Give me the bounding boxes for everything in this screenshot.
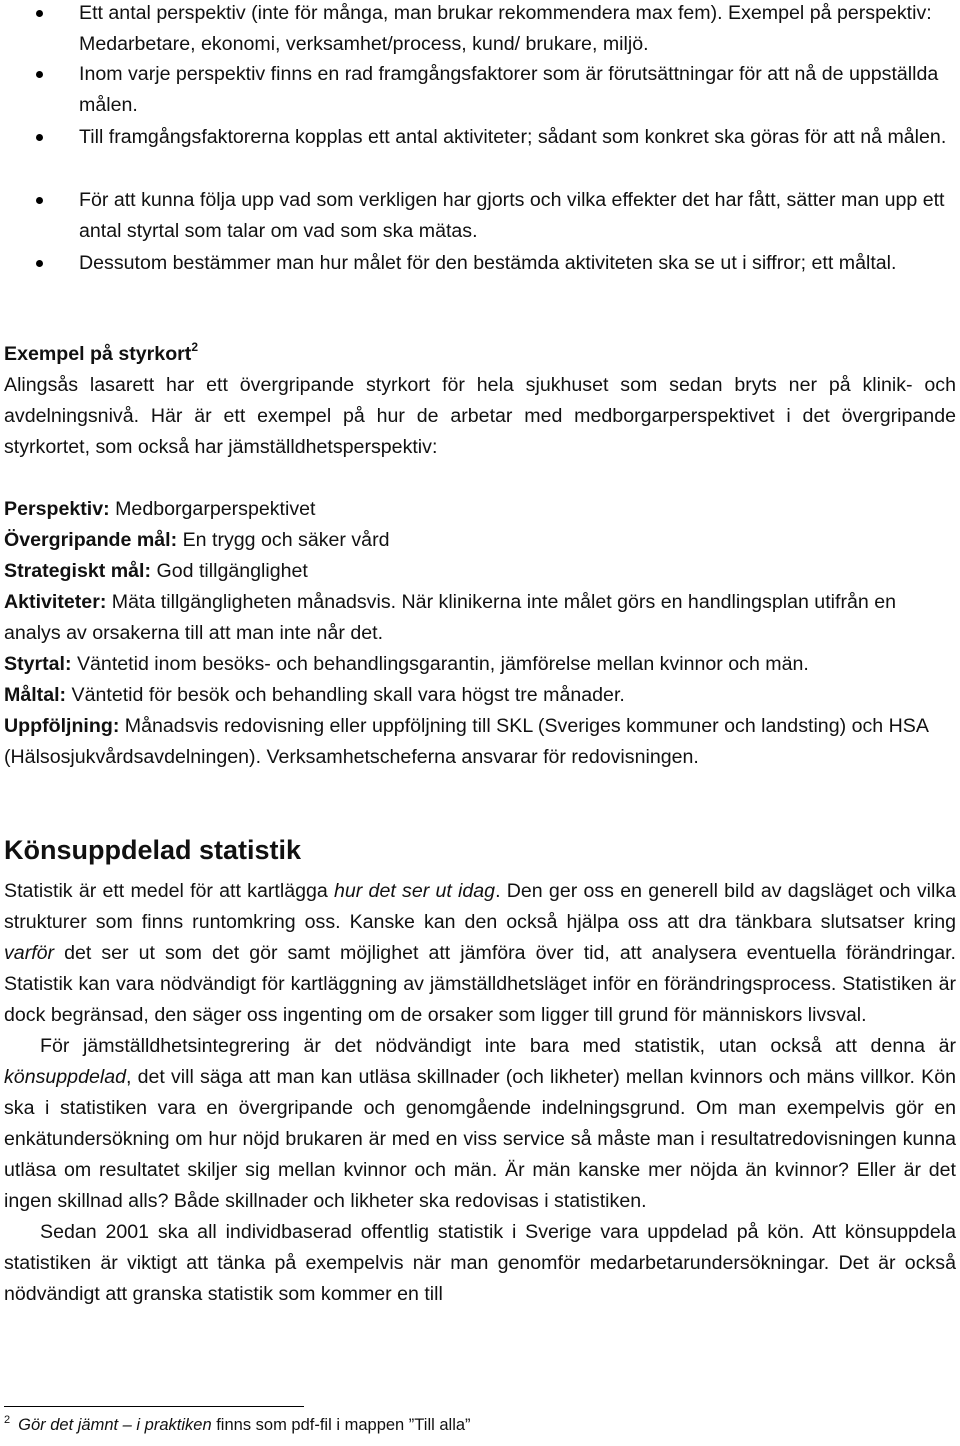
field-value: Medborgarperspektivet [109, 498, 316, 520]
footnote-text: finns som pdf-fil i mappen ”Till alla” [211, 1416, 471, 1434]
field-value: En trygg och säker vård [177, 529, 390, 551]
footnote-number: 2 [4, 1414, 11, 1426]
example-heading [4, 339, 956, 372]
list-item [0, 122, 954, 153]
list-item [0, 59, 960, 121]
emphasis-text: hur det ser ut idag [334, 880, 496, 902]
list-item-text: Ett antal perspektiv (inte för många, man brukar rekommendera max fem). Exempel på perspektiv: Medarbetare, ekonomi, verksamhet/process, kund/ brukare, miljö. [79, 2, 932, 55]
emphasis-text: varför [4, 942, 55, 964]
list-item-text: För att kunna följa upp vad som verkligen har gjorts och vilka effekter det har fått, sätter man upp ett antal styrtal som talar om vad som ska mätas. [79, 189, 945, 242]
paragraph-text: det ser ut som det gör samt möjlighet att jämföra över tid, att analysera eventuella förändringar. Statistik kan vara nödvändigt för kartläggning av jämställdhetsläget inför en förändringsprocess. Statistiken är dock begränsad, den säger oss ingenting om de orsaker som ligger till grund för människors livsval. [4, 942, 956, 1026]
paragraph [4, 1031, 956, 1217]
paragraph [4, 876, 956, 1031]
list-item [0, 248, 904, 279]
field-label: Övergripande mål: [4, 529, 178, 551]
bullet-icon [36, 10, 43, 17]
field-styrtal [4, 649, 956, 680]
paragraph-text: , det vill säga att man kan utläsa skillnader (och likheter) mellan kvinnors och mäns villkor. Kön ska i statistiken vara en övergripande och genomgående indelningsgrund. Om man exempelvis gör en enkätundersökning om hur nöjd brukaren är med en viss service så måste man i resultatredovisningen kunna utläsa om resultatet skiljer sig mellan kvinnor och män. Är män kanske mer nöjda än kvinnor? Eller är det ingen skillnad alls? Både skillnader och likheter ska redovisas i statistiken. [4, 1066, 956, 1212]
example-intro: Alingsås lasarett har ett övergripande styrkort för hela sjukhuset som sedan bryts ner på klinik- och avdelningsnivå. Här är ett exempel på hur de arbetar med medborgarperspektivet i det övergripande styrkortet, som också har jämställdhetsperspektiv: [4, 374, 956, 458]
example-heading-text: Exempel på styrkort [4, 343, 192, 365]
paragraph-text: Statistik är ett medel för att kartlägga [4, 880, 335, 902]
field-value: Månadsvis redovisning eller uppföljning till SKL (Sveriges kommuner och landsting) och HSA (Hälsosjukvårdsavdelningen). Verksamhetscheferna ansvarar för redovisningen. [4, 715, 928, 768]
section-body [4, 876, 956, 1310]
field-label: Uppföljning: [4, 715, 120, 737]
field-label: Måltal: [4, 684, 67, 706]
list-item-text: Inom varje perspektiv finns en rad framgångsfaktorer som är förutsättningar för att nå de uppställda målen. [79, 63, 939, 116]
bullet-icon [36, 260, 43, 267]
list-item-text: Dessutom bestämmer man hur målet för den bestämda aktiviteten ska se ut i siffror; ett måltal. [79, 252, 897, 274]
footnote-title: Gör det jämnt – i praktiken [18, 1416, 212, 1434]
list-item [0, 185, 960, 247]
field-overgripande-mal [4, 525, 956, 556]
paragraph: Sedan 2001 ska all individbaserad offentlig statistik i Sverige vara uppdelad på kön. Att könsuppdela statistiken är viktigt att tänka på exempelvis när man genomför medarbetarundersökningar. Det är också nödvändigt att granska statistik som kommer en till [4, 1221, 956, 1305]
field-aktiviteter [4, 587, 956, 649]
field-value: Mäta tillgängligheten månadsvis. När klinikerna inte målet görs en handlingsplan utifrån en analys av orsakerna till att man inte når det. [4, 591, 897, 644]
field-value: Väntetid för besök och behandling skall vara högst tre månader. [66, 684, 625, 706]
field-perspektiv [4, 494, 956, 525]
field-strategiskt-mal [4, 556, 956, 587]
paragraph-text: . Den ger oss en generell bild av dagsläget och vilka strukturer som finns runtomkring oss. Kanske kan den också hjälpa oss att dra tänkbara slutsatser kring [4, 880, 957, 933]
section-heading: Könsuppdelad statistik [4, 835, 302, 865]
field-value: God tillgänglighet [151, 560, 308, 582]
field-label: Strategiskt mål: [4, 560, 152, 582]
field-value: Väntetid inom besöks- och behandlingsgarantin, jämförelse mellan kvinnor och män. [71, 653, 809, 675]
emphasis-text: könsuppdelad [4, 1066, 127, 1088]
field-maltal [4, 680, 956, 711]
list-item-text: Till framgångsfaktorerna kopplas ett antal aktiviteter; sådant som konkret ska göras för att nå målen. [79, 126, 947, 148]
field-uppfoljning [4, 711, 956, 773]
scorecard-fields [4, 494, 956, 773]
bullet-icon [36, 197, 43, 204]
footnote-divider [4, 1406, 304, 1407]
bullet-icon [36, 134, 43, 141]
footnote [4, 1414, 471, 1438]
bullet-icon [36, 71, 43, 78]
footnote-reference: 2 [191, 340, 198, 354]
field-label: Styrtal: [4, 653, 72, 675]
list-item [0, 0, 960, 60]
field-label: Perspektiv: [4, 498, 110, 520]
field-label: Aktiviteter: [4, 591, 107, 613]
paragraph-text: För jämställdhetsintegrering är det nödvändigt inte bara med statistik, utan också att denna är [40, 1035, 956, 1057]
